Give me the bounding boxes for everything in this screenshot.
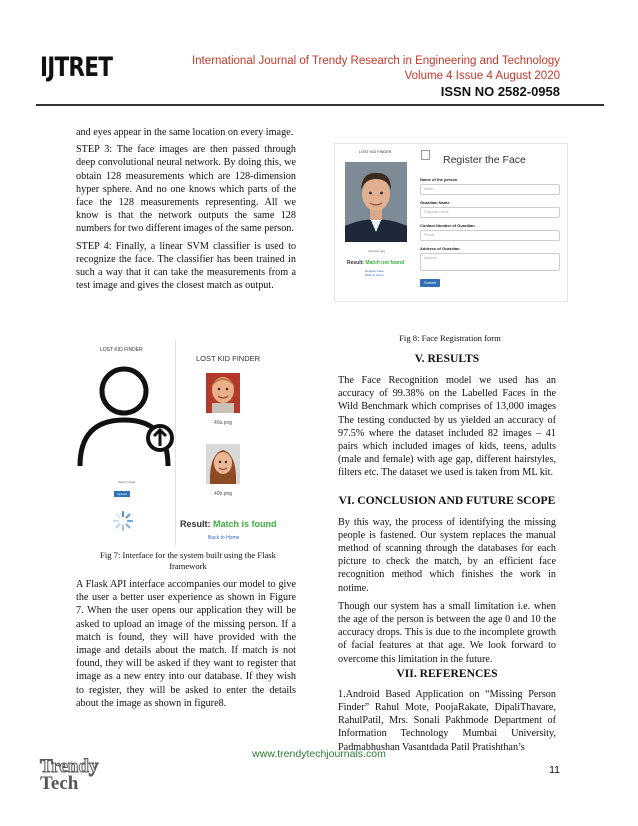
footer-url[interactable]: www.trendytechjournals.com [252,748,386,760]
left-column-bottom [76,578,296,710]
person-upload-icon [74,358,174,468]
paragraph-step3: STEP 3: The face images are then passed through deep convolutional neural network. By doing this, we obtain 128 measurements which are 128-dimension hyper sphere. And no one knows which parts of the face the 128 measurements representing. All we know is that the network outputs the same 128 numbers for two different images of the same person. [76,144,296,235]
fig7-left-title: LOST KID FINDER [100,347,143,353]
field-label-address: Address of Guardian [420,246,460,251]
left-column-top [76,126,296,292]
trendy-tech-logo [40,758,98,792]
back-to-home-link[interactable]: Back to Home [208,535,240,541]
fig7-right-title: LOST KID FINDER [196,354,261,363]
heading-conclusion: VI. CONCLUSION AND FUTURE SCOPE [338,493,556,507]
upload-button[interactable]: Upload [114,491,130,497]
kid-photo-2 [206,444,240,484]
back-to-home-link[interactable]: Back to Home [365,273,384,277]
header-rule [36,104,604,106]
guardian-name-field[interactable]: Guardian Name [420,207,560,218]
result-value: Match not found [365,260,405,266]
issn: ISSN NO 2582-0958 [440,84,560,99]
name-field[interactable]: Name [420,184,560,195]
paragraph-results: The Face Recognition model we used has an accuracy of 99.38% on the Labelled Faces in the Wild Benchmark which comprises of 13,000 images The testing conducted by us yielded an accuracy of 97.5% where the dataset included 82 images – 41 pairs which included images of kids, teens, adults (male and female) with age gap, different hairstyles, filters etc. The dataset we used is taken from ML kit. [338,375,556,479]
fig8-links [365,269,384,277]
photo-filename: unknown.jpg [368,249,385,253]
heading-references: VII. REFERENCES [396,666,498,680]
page-number: 11 [549,764,560,776]
journal-header [192,54,560,84]
img1-filename: 40a.png [214,420,233,426]
volume-line: Volume 4 Issue 4 August 2020 [404,70,560,82]
upload-hint: Select image [118,480,136,484]
reference-1: 1.Android Based Application on “Missing Person Finder” Rahul Mote, PoojaRakate, DipaliThavare, RahulPatil, Mrs. Sonali Pakhmode Department of Information Technology Mumbai University, Padmabhushan Vasantdada Patil Pratishthan’s [338,688,556,753]
fig8-result [347,260,404,266]
submit-button[interactable]: Submit [420,279,440,287]
fig7-result [180,519,277,529]
kid-photo-1 [206,373,240,413]
address-field[interactable]: Address [420,253,560,271]
result-value: Match is found [213,519,277,529]
brand-line-2: Tech [40,773,79,794]
broken-image-icon [421,150,430,160]
paragraph-flask: A Flask API interface accompanies our model to give the user a better user experience as shown in Figure 7. When the user opens our application they will be asked to upload an image of the missing person. If a match is found, they will have provided with the image and details about the match. If match is not found, they will be asked if they want to register that image as a new entry into our database. If they wish to register, they will be asked to enter the details about the image as shown in figure8. [76,579,296,709]
heading-results: V. RESULTS [414,352,480,365]
fig8-caption: Fig 8: Face Registration form [399,333,501,343]
phone-field[interactable]: Phone [420,230,560,241]
register-form [420,177,560,287]
result-label: Result: [347,260,364,266]
fig7-caption: Fig 7: Interface for the system built using the Flask framework [100,550,276,571]
field-label-name: Name of the person [420,177,458,182]
register-title: Register the Face [443,154,526,166]
field-label-guardian: Guardian Name [420,200,450,205]
right-column [338,352,556,754]
fig8-left-title: LOST KID FINDER [359,150,392,154]
paragraph-step4: STEP 4: Finally, a linear SVM classifier is used to recognize the face. The classifier has been trained in such a way that it can take the measurements from a test image and gives the closest match as output. [76,240,296,292]
register-face-link[interactable]: Register Face [365,269,384,273]
brand-line-1: Trendy [40,756,99,777]
paragraph: and eyes appear in the same location on every image. [76,127,294,138]
figure-8 [334,143,568,302]
journal-logo: IJTRET [40,52,113,83]
figure-7 [74,340,296,545]
fig7-divider [175,340,176,545]
journal-title: International Journal of Trendy Research in Engineering and Technology [191,55,560,67]
loading-spinner-icon [112,510,134,532]
field-label-contact: Contact Number of Guardian [420,223,475,228]
img2-filename: 40b.png [214,491,233,497]
result-label: Result: [180,519,211,529]
person-photo [345,162,407,242]
paragraph-conclusion-2: Though our system has a small limitation i.e. when the age of the person is between the age 0 and 10 the accuracy drops. This is due to the incomplete growth of facial features at that age. We look forward to overcome this limitation in the future. [338,600,556,665]
paragraph-conclusion-1: By this way, the process of identifying the missing people is fastened. Our system replaces the manual method of scanning through the databases for each picture to check the match, by an efficient face recognition method which finishes the work in notime. [338,516,556,594]
